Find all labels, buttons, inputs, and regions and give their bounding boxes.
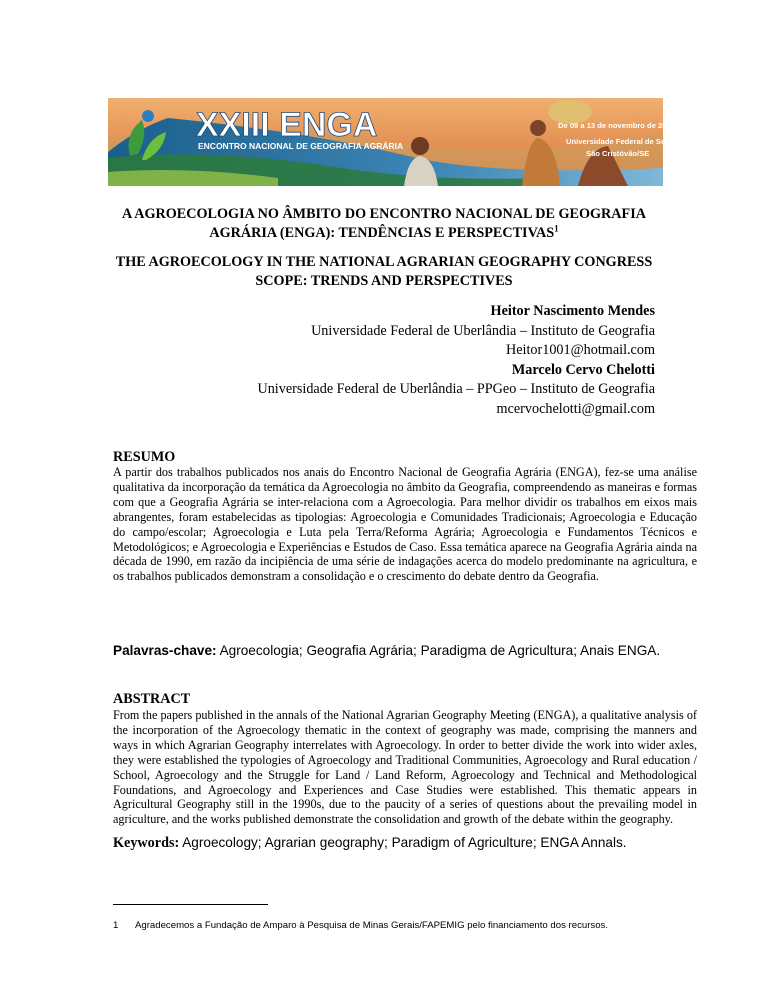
title-footnote-mark: 1 (554, 223, 559, 234)
banner-illustration (108, 98, 684, 186)
title-english: THE AGROECOLOGY IN THE NATIONAL AGRARIAN GEOGRAPHY CONGRESS SCOPE: TRENDS AND PERSPECTIVES (115, 254, 653, 289)
resumo-keywords-list: Agroecologia; Geografia Agrária; Paradigma de Agricultura; Anais ENGA. (219, 643, 661, 658)
footnote-text: Agradecemos a Fundação de Amparo à Pesquisa de Minas Gerais/FAPEMIG pelo financiamento dos recursos. (135, 920, 609, 931)
author-2-name: Marcelo Cervo Chelotti (511, 361, 655, 378)
author-block (257, 302, 655, 420)
banner-event-subtitle: ENCONTRO NACIONAL DE GEOGRAFIA AGRÁRIA (198, 141, 404, 151)
author-1-name: Heitor Nascimento Mendes (490, 303, 655, 319)
resumo-keywords-label: Palavras-chave: (113, 643, 217, 658)
author-1-email[interactable]: Heitor1001@hotmail.com (505, 342, 655, 359)
resumo-heading: RESUMO (113, 449, 176, 465)
resumo-text: A partir dos trabalhos publicados nos anais do Encontro Nacional de Geografia Agrária (ENGA), fez-se uma análise qualitativa da incorporação da temática da Agroecologia no âmbito da Geografia, compreendendo as maneiras e formas com que a Geografia Agrária se inter-relaciona com a Agroecologia. Para melhor dividir os trabalhos em eixos mais abrangentes, foram estabelecidas as tipologias: Agroecologia e Comunidades Tradicionais; Agroecologia e Educação do campo/escolar; Agroecologia e Luta pela Terra/Reforma Agrária; Agroecologia e Fundamentos Técnicos e Metodológicos; e Agroecologia e Experiências e Estudos de Caso. Essa temática aparece na Geografia Agrária ainda na década de 1990, em razão da incipiência de uma série de indagações acerca do modelo predominante na agricultura, e os trabalhos publicados demonstram a consolidação e o crescimento do debate dentro da Geografia. (113, 465, 697, 584)
resumo-keywords (113, 643, 660, 658)
abstract-text: From the papers published in the annals of the National Agrarian Geography Meeting (ENGA), a qualitative analysis of the incorporation of the Agroecology thematic in the context of geography was made, comprising the manners and ways in which Agrarian Geography interrelates with Agroecology. In order to better divide the work into wider axles, they were established the typologies of Agroecology and Traditional Communities, Agroecology and Rural education / School, Agroecology and the Struggle for Land / Land Reform, Agroecology and Technical and Methodological Foundations, and Agroecology and Experiences and Case Studies were established. This thematic appears in Agricultural Geography still in the 1990s, due to the paucity of a series of questions about the prevailing model in agriculture, and the works published demonstrate the consolidation and growth of the debate within the geography. (113, 708, 697, 827)
author-1-affiliation: Universidade Federal de Uberlândia – Instituto de Geografia (311, 322, 655, 339)
author-2-email[interactable]: mcervochelotti@gmail.com (496, 400, 655, 417)
footnote-divider (113, 904, 268, 905)
footnote (113, 920, 608, 931)
banner-venue-line1: Universidade Federal de Sergipe (566, 137, 684, 146)
event-banner (108, 98, 684, 186)
title-portuguese-text: A AGROECOLOGIA NO ÂMBITO DO ENCONTRO NACIONAL DE GEOGRAFIA AGRÁRIA (ENGA): TENDÊNCIAS E PERSPECTIVAS (122, 206, 646, 241)
title-portuguese (90, 205, 678, 243)
abstract-keywords-list: Agroecology; Agrarian geography; Paradigm of Agriculture; ENGA Annals. (182, 835, 627, 850)
abstract-heading: ABSTRACT (113, 691, 191, 707)
author-2-affiliation: Universidade Federal de Uberlândia – PPGeo – Instituto de Geografia (257, 381, 655, 398)
footnote-mark: 1 (113, 920, 119, 931)
abstract-keywords (113, 835, 627, 852)
banner-event-title: XXIII ENGA (196, 106, 378, 144)
banner-date: De 09 a 13 de novembro de 2016 (558, 121, 675, 130)
banner-venue-line2: São Cristóvão/SE (586, 149, 650, 158)
abstract-keywords-label: Keywords: (113, 835, 180, 851)
